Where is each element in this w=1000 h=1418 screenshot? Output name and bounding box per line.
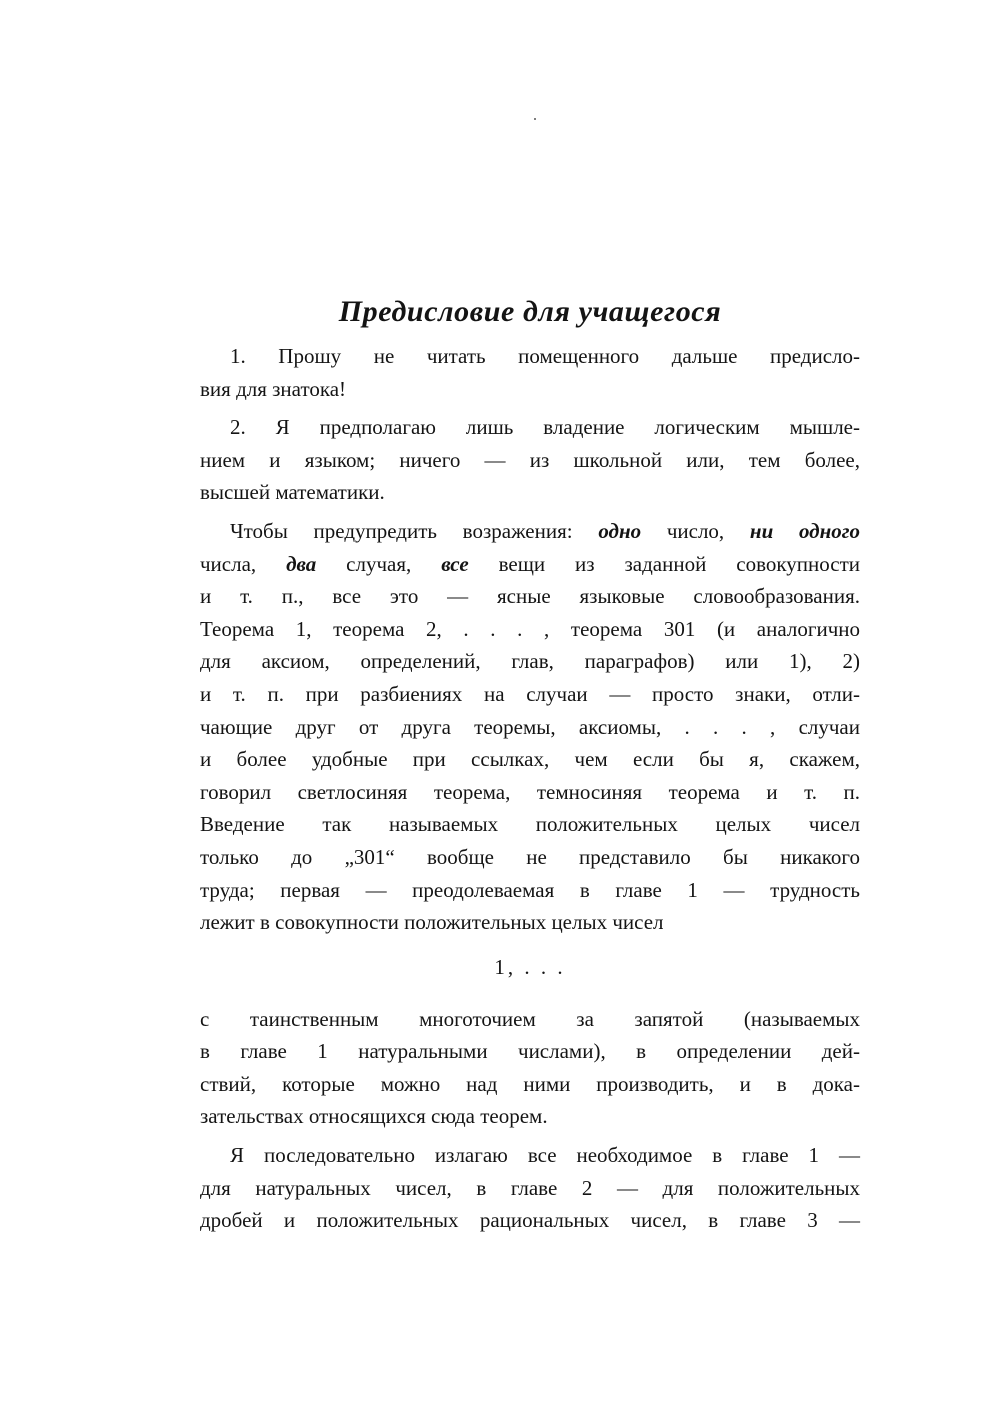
text-line: для натуральных чисел, в главе 2 — для положительных [200,1175,860,1200]
text-run: случая, [316,551,442,576]
text-line [200,548,860,581]
text-line: и т. п. при разбиениях на случаи — просто знаки, отли- [200,681,860,706]
italic-term: одно [598,518,642,543]
italic-term: все [441,551,469,576]
page-title: Предисловие для учащегося [338,295,722,328]
paragraph-5 [200,1139,860,1237]
scan-speck [534,118,536,120]
display-formula: 1, . . . [494,954,566,979]
text-line: высшей математики. [200,480,385,505]
paragraph-3 [200,515,860,939]
text-run: число, [641,518,750,543]
text-line: нием и языком; ничего — из школьной или, тем более, [200,447,860,472]
italic-term: ни одного [749,518,861,543]
text-line: с таинственным многоточием за запятой (называемых [200,1006,860,1031]
text-line: вия для знатока! [200,376,347,401]
text-line: 1. Прошу не читать помещенного дальше предисло- [230,344,860,368]
text-line: зательствах относящихся сюда теорем. [200,1104,548,1129]
italic-term: два [286,551,317,576]
text-run: вещи из заданной совокупности [468,551,860,576]
text-run: Чтобы предупредить возражения: [230,518,599,543]
text-line: ствий, которые можно над ними производить, и в дока- [200,1071,860,1096]
text-line: Я последовательно излагаю все необходимое в главе 1 — [230,1143,860,1168]
text-line: Теорема 1, теорема 2, . . . , теорема 301 (и аналогично [200,616,860,641]
paragraph-1 [200,340,860,405]
text-line: и т. п., все это — ясные языковые словообразования. [200,584,860,609]
text-line: 2. Я предполагаю лишь владение логическим мышле- [230,415,860,440]
text-line: в главе 1 натуральными числами), в определении дей- [200,1039,860,1064]
text-line: для аксиом, определений, глав, параграфов) или 1), 2) [200,649,860,674]
text-line: Введение так называемых положительных целых чисел [200,812,860,837]
text-line: только до „301“ вообще не представило бы никакого [200,844,860,869]
text-line: и более удобные при ссылках, чем если бы я, скажем, [200,747,860,772]
text-line: говорил светлосиняя теорема, темносиняя теорема и т. п. [200,779,860,804]
text-line: чающие друг от друга теоремы, аксиомы, . . . , случаи [200,714,860,739]
book-page [200,292,860,1243]
text-line: дробей и положительных рациональных чисел, в главе 3 — [200,1208,860,1233]
text-line [200,515,860,548]
paragraph-4 [200,1003,860,1133]
paragraph-2 [200,411,860,509]
text-line: лежит в совокупности положительных целых чисел [200,910,664,935]
text-run: числа, [200,551,287,576]
text-line: труда; первая — преодолеваемая в главе 1 — трудность [200,877,860,902]
